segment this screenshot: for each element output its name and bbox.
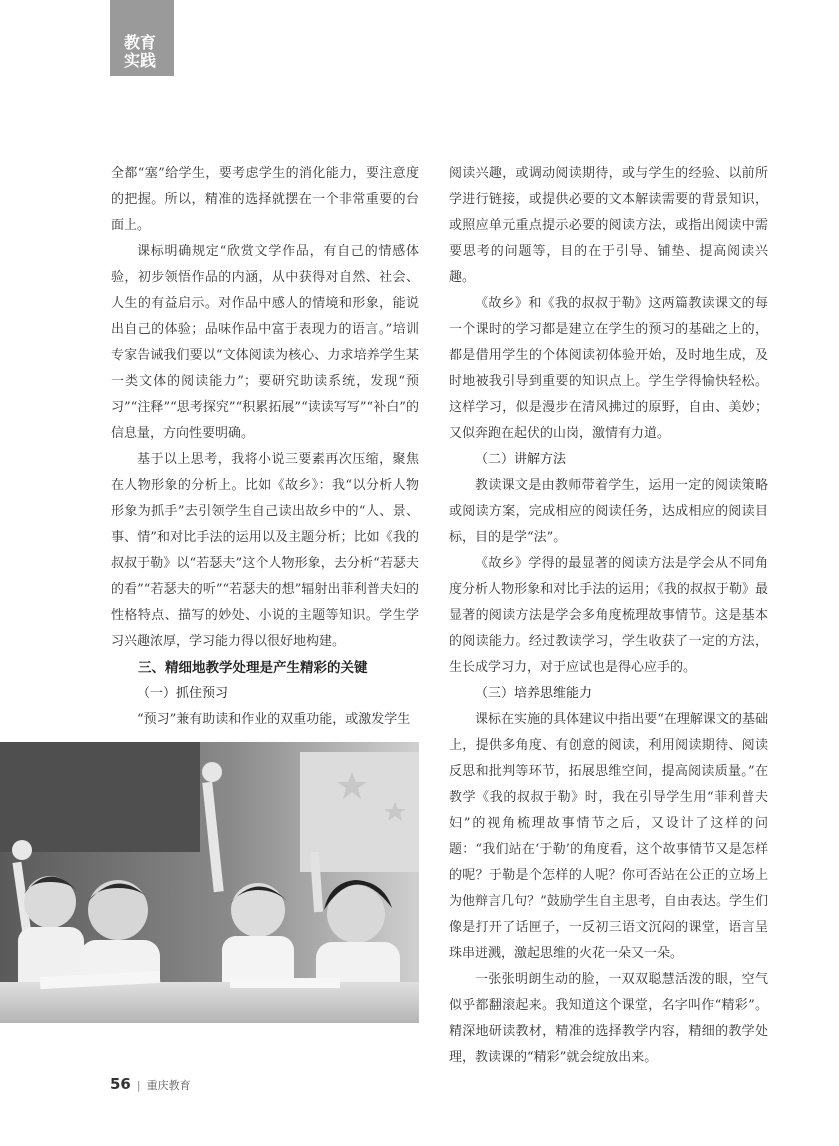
- left-paragraph-1: 全都“塞”给学生，要考虑学生的消化能力，要注意度的把握。所以，精准的选择就摆在一个非常重要的台面上。: [111, 166, 419, 233]
- page-number: 56: [110, 1075, 131, 1093]
- right-paragraph-2: 《故乡》和《我的叔叔于勒》这两篇教读课文的每一个课时的学习都是建立在学生的预习的基础之上的，都是借用学生的个体阅读初体验开始，及时地生成，及时地被我引导到重要的知识点上。学生学得愉快轻松。这样学习，似是漫步在清风拂过的原野，自由、美妙；又似奔跑在起伏的山岗，激情有力道。: [449, 296, 768, 441]
- section-tab-line2: 实践: [124, 51, 157, 70]
- classroom-photo-illustration: [0, 742, 419, 1023]
- section-heading-3: 三、精细地教学处理是产生精彩的关键: [138, 660, 368, 676]
- journal-name: 重庆教育: [146, 1079, 191, 1092]
- section-tab: [110, 0, 174, 76]
- right-paragraph-3: 教读课文是由教师带着学生，运用一定的阅读策略或阅读方案，完成相应的阅读任务，达成相应的阅读目标，目的是学“法”。: [449, 478, 768, 545]
- right-paragraph-6: 一张张明朗生动的脸，一双双聪慧活泼的眼，空气似乎都翻滚起来。我知道这个课堂，名字叫作“精彩”。精深地研读教材，精准的选择教学内容，精细的教学处理，教读课的“精彩”就会绽放出来。: [449, 972, 768, 1065]
- right-column: [449, 161, 768, 1071]
- classroom-photo: [0, 742, 419, 1023]
- left-paragraph-2: 课标明确规定“欣赏文学作品，有自己的情感体验，初步领悟作品的内涵，从中获得对自然、社会、人生的有益启示。对作品中感人的情境和形象，能说出自己的体验；品味作品中富于表现力的语言。”培训专家告诫我们要以“文体阅读为核心、力求培养学生某一类文体的阅读能力”；要研究助读系统，发现“预习”“注释”“思考探究”“积累拓展”“读读写写”“补白”的信息量，方向性要明确。: [111, 244, 419, 441]
- left-column: [111, 161, 419, 733]
- subheading-preview: （一）抓住预习: [137, 686, 229, 701]
- left-paragraph-3: 基于以上思考，我将小说三要素再次压缩，聚焦在人物形象的分析上。比如《故乡》：我“以分析人物形象为抓手”去引领学生自己读出故乡中的“人、景、事、情”和对比手法的运用以及主题分析；比如《我的叔叔于勒》以“若瑟夫”这个人物形象，去分析“若瑟夫的看”“若瑟夫的听”“若瑟夫的想”辐射出菲利普夫妇的性格特点、描写的妙处、小说的主题等知识。学生学习兴趣浓厚，学习能力得以很好地构建。: [111, 452, 419, 649]
- right-paragraph-4: 《故乡》学得的最显著的阅读方法是学会从不同角度分析人物形象和对比手法的运用；《我的叔叔于勒》最显著的阅读方法是学会多角度梳理故事情节。这是基本的阅读能力。经过教读学习，学生收获了一定的方法，生长成学习力，对于应试也是得心应手的。: [449, 556, 768, 675]
- section-tab-line1: 教育: [124, 33, 157, 52]
- subheading-thinking: （三）培养思维能力: [475, 686, 593, 701]
- left-paragraph-4: “预习”兼有助读和作业的双重功能，或激发学生: [137, 712, 411, 727]
- right-paragraph-1: 阅读兴趣，或调动阅读期待，或与学生的经验、以前所学进行链接，或提供必要的文本解读需要的背景知识，或照应单元重点提示必要的阅读方法，或指出阅读中需要思考的问题等，目的在于引导、铺垫、提高阅读兴趣。: [449, 166, 768, 285]
- footer-separator: |: [136, 1079, 141, 1092]
- subheading-method: （二）讲解方法: [475, 452, 567, 467]
- right-paragraph-5: 课标在实施的具体建议中指出要“在理解课文的基础上，提供多角度、有创意的阅读，利用阅读期待、阅读反思和批判等环节，拓展思维空间，提高阅读质量。”在教学《我的叔叔于勒》时，我在引导学生用“菲利普夫妇”的视角梳理故事情节之后，又设计了这样的问题：“我们站在‘于勒’的角度看，这个故事情节又是怎样的呢？于勒是个怎样的人呢？你可否站在公正的立场上为他辩言几句？”鼓励学生自主思考，自由表达。学生们像是打开了话匣子，一反初三语文沉闷的课堂，语言呈珠串迸溅，激起思维的火花一朵又一朵。: [449, 712, 768, 961]
- page-footer: [110, 1075, 191, 1093]
